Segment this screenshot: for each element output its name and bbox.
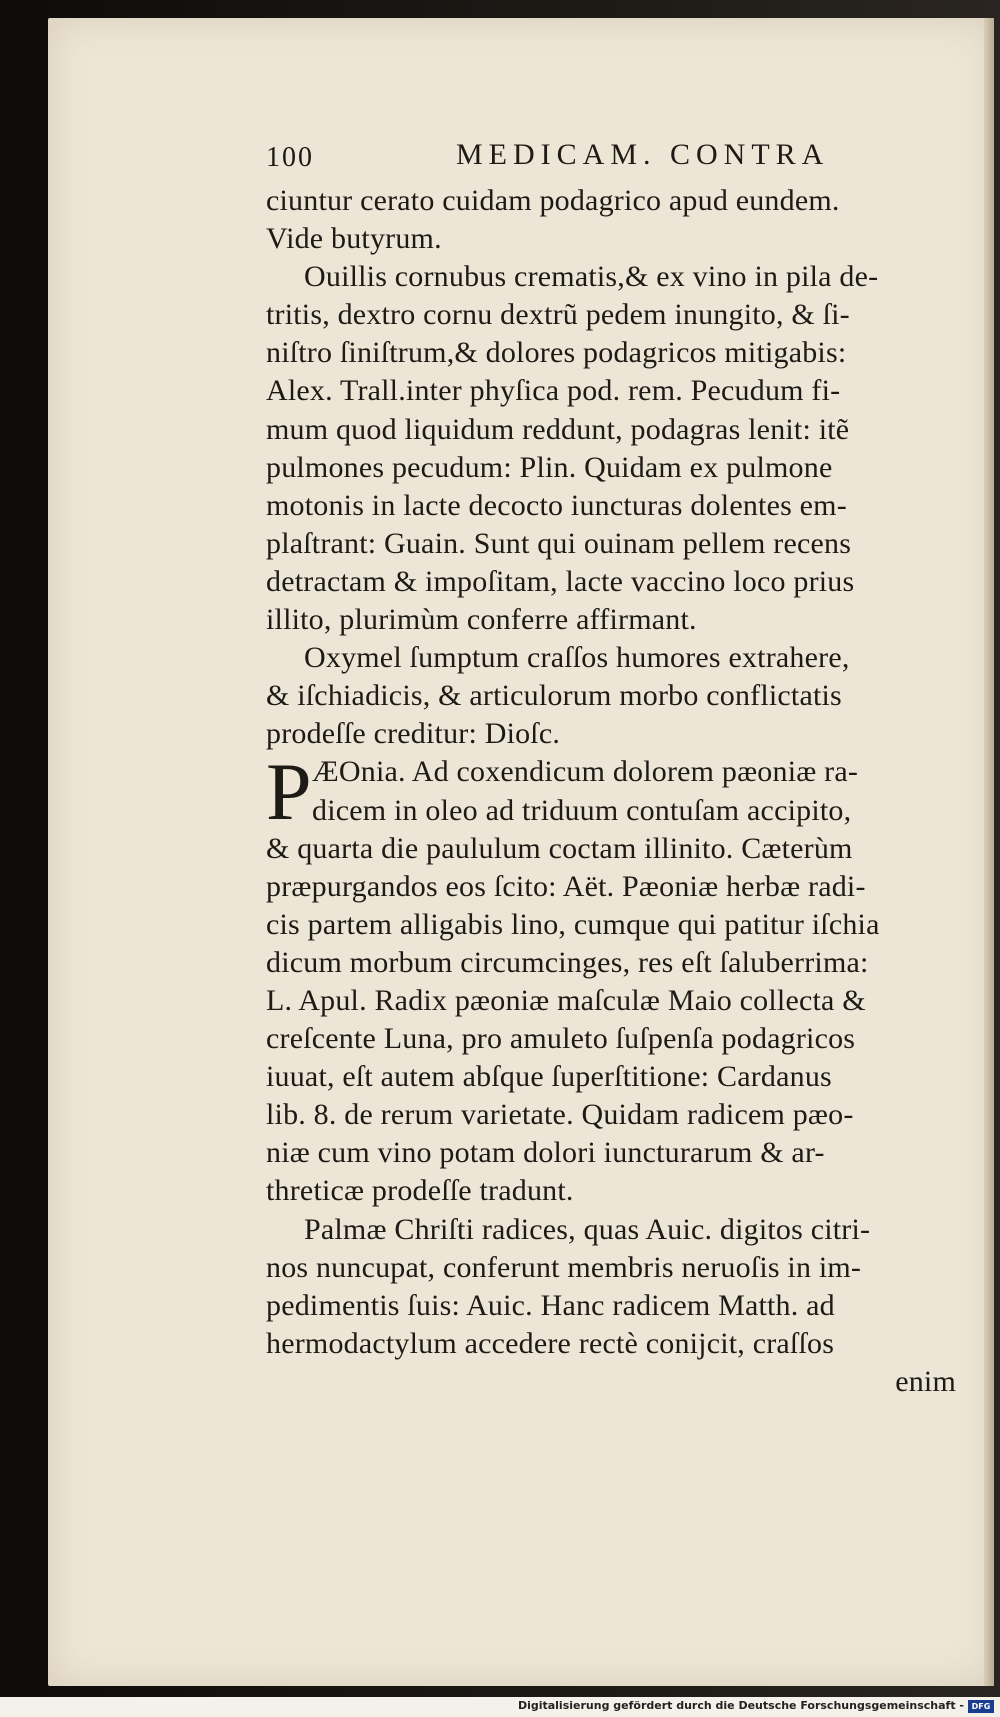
text-line: threticæ prodeſſe tradunt. [266,1174,574,1208]
page-edge [984,18,994,1686]
text-line: pulmones pecudum: Plin. Quidam ex pulmone [266,450,833,484]
paragraph-palmae-christi [266,1211,956,1401]
text-line: creſcente Luna, pro amuleto ſuſpenſa podagricos [266,1022,856,1056]
funding-credit: Digitalisierung gefördert durch die Deutsche Forschungsgemeinschaft - [517,1699,964,1712]
text-line: hermodactylum accedere rectè conijcit, craſſos [266,1326,835,1360]
text-line: dicum morbum circumcinges, res eſt ſaluberrima: [266,945,869,979]
paragraph-oxymel [266,639,956,753]
paragraph-ouillis [266,258,956,639]
text-line: niæ cum vino potam dolori iuncturarum & ar- [266,1136,825,1170]
text-block [266,138,956,1401]
text-line: Vide butyrum. [266,222,442,256]
text-line: ciuntur cerato cuidam podagrico apud eundem. [266,184,840,217]
text-line: cis partem alligabis lino, cumque qui patitur iſchia [266,907,880,941]
text-line: dicem in oleo ad triduum contuſam accipito, [312,793,852,827]
paragraph-butyrum [266,182,956,258]
running-head [266,138,956,182]
text-line: tritis, dextro cornu dextrũ pedem inungito, & ſi- [266,298,850,332]
text-line: ÆOnia. Ad coxendicum dolorem pæoniæ ra- [312,755,859,789]
text-line: niſtro ſiniſtrum,& dolores podagricos mitigabis: [266,336,847,370]
book-page [48,18,994,1686]
text-line: pedimentis ſuis: Auic. Hanc radicem Matth. ad [266,1288,835,1322]
text-line: lib. 8. de rerum varietate. Quidam radicem pæo- [266,1098,854,1132]
text-line: Ouillis cornubus crematis,& ex vino in pila de- [304,260,879,294]
text-line: & quarta die paululum coctam illinito. Cæterùm [266,831,853,865]
text-line: præpurgandos eos ſcito: Aët. Pæoniæ herbæ radi- [266,869,866,903]
text-line: plaſtrant: Guain. Sunt qui ouinam pellem recens [266,526,852,560]
footer-strip [0,1697,1000,1717]
paragraph-paeonia [266,746,956,1210]
text-line: Oxymel ſumptum craſſos humores extrahere, [304,641,850,675]
text-line: mum quod liquidum reddunt, podagras lenit: itẽ [266,412,850,446]
text-line: motonis in lacte decocto iuncturas dolentes em- [266,488,847,522]
text-line: & iſchiadicis, & articulorum morbo conflictatis [266,679,842,713]
text-line: Alex. Trall.inter phyſica pod. rem. Pecudum fi- [266,374,841,408]
catchword: enim [895,1364,956,1398]
text-line: nos nuncupat, conferunt membris neruoſis in im- [266,1250,862,1284]
text-line: iuuat, eſt autem abſque ſuperſtitione: Cardanus [266,1060,832,1094]
text-line: detractam & impoſitam, lacte vaccino loco prius [266,564,855,598]
text-line: prodeſſe creditur: Dioſc. [266,717,561,751]
running-title: MEDICAM. CONTRA [456,138,830,171]
page-number: 100 [266,142,314,173]
text-line: illito, plurimùm conferre affirmant. [266,603,697,637]
drop-capital: P [266,746,312,838]
dfg-logo: DFG [968,1700,994,1713]
text-line: L. Apul. Radix pæoniæ maſculæ Maio collecta & [266,983,866,1017]
text-line: Palmæ Chriſti radices, quas Auic. digitos citri- [304,1212,871,1246]
